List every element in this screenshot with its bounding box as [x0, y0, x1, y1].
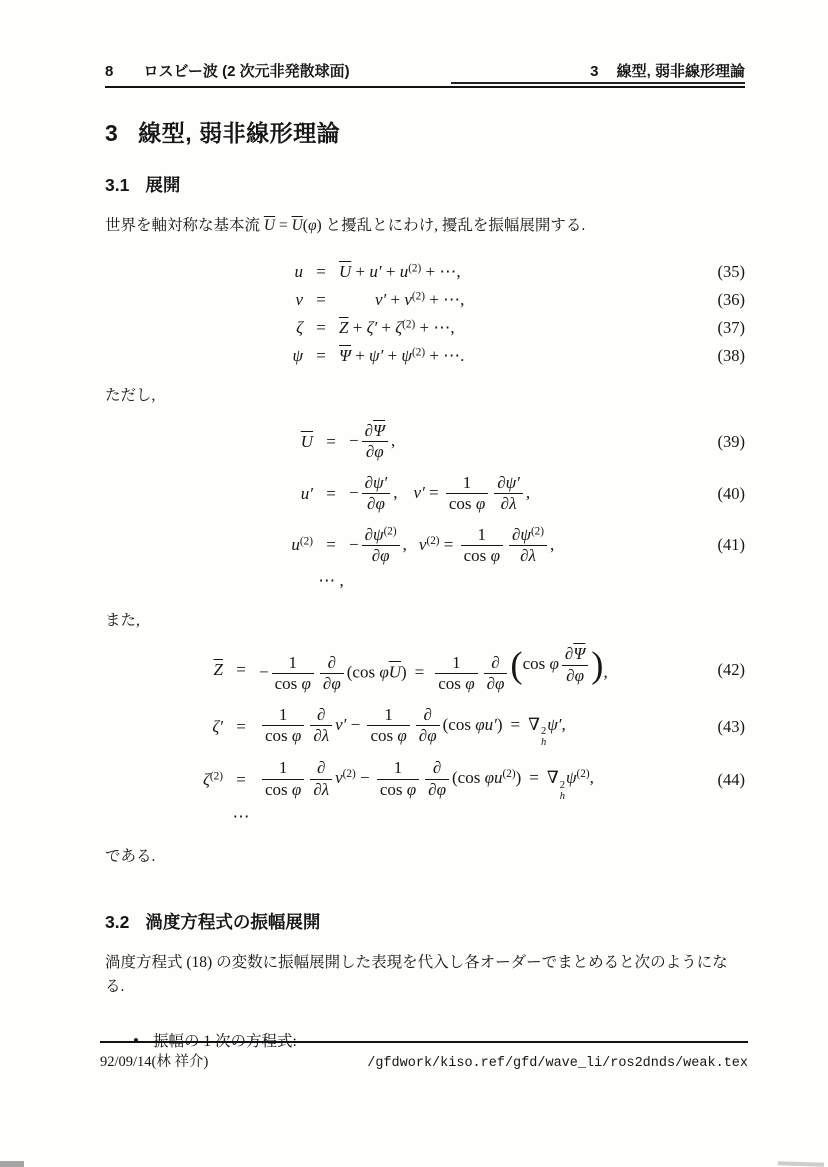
page-header	[105, 60, 745, 81]
subsection-title: 展開	[145, 175, 181, 195]
equation-lhs: $\overline{U}$	[300, 431, 313, 451]
equation-row	[105, 314, 745, 342]
equation-lhs: ζ′	[212, 716, 223, 736]
running-header-left	[105, 60, 350, 81]
connector-mata: また,	[105, 612, 140, 630]
equation-lhs: u	[294, 262, 303, 282]
equation-group-vorticity-definitions	[105, 639, 745, 831]
equation-lhs	[105, 571, 313, 595]
equation-number: (35)	[717, 262, 745, 282]
equals-sign: =	[236, 716, 246, 736]
equation-row	[105, 639, 745, 699]
equation-number: (39)	[717, 431, 745, 451]
equals-sign: =	[236, 770, 246, 790]
bullet-label: 振幅の 1 次の方程式:	[153, 1033, 297, 1051]
equals-sign: =	[316, 318, 326, 338]
equation-number: (38)	[717, 346, 745, 366]
paragraph-text: と擾乱とにわけ, 擾乱を振幅展開する.	[321, 217, 586, 234]
equation-rhs: $\frac{1}{\text{cos φ}}$ $\frac{\partial}{\partial\lambda}$ $v^{(2)}$ − $\frac{1}{\text{cos φ}}$ $\frac{\partial}{\partial\varphi}$ (cos $\varphi u^{(2)}$) = ∇ 2 h $\psi^{(2)}$,	[259, 753, 689, 807]
equals-sign: ⋯ ,	[318, 571, 344, 591]
subsection-number: 3.1	[105, 175, 130, 195]
equation-number: (36)	[717, 290, 745, 310]
paragraph-text: 世界を軸対称な基本流	[105, 217, 264, 234]
equation-number: (43)	[717, 716, 745, 736]
equals-sign: =	[326, 535, 336, 555]
equation-lhs: v	[295, 290, 303, 310]
equation-number: (37)	[717, 318, 745, 338]
equation-rhs: $\overline{Z} + \zeta' + \zeta^{(2)}$ + ⋯,	[339, 318, 455, 338]
running-header-right	[590, 60, 745, 81]
subsection-title: 渦度方程式の振幅展開	[145, 912, 321, 933]
equation-lhs	[105, 807, 223, 831]
bullet-icon: •	[133, 1031, 139, 1051]
equals-sign: =	[326, 483, 336, 503]
equation-number	[689, 571, 745, 595]
connector-dearu: である.	[105, 848, 156, 866]
equation-group-streamfunction-definitions	[105, 416, 745, 595]
equation-rhs: − $\frac{\partial\overline{\Psi}}{\partial\varphi}$ ,	[349, 421, 396, 462]
equation-rhs: − $\frac{\partial\psi^{(2)}}{\partial\varphi}$ , $v^{(2)}$ = $\frac{1}{\text{cos φ}}$ $\frac{\partial\psi^{(2)}}{\partial\lambda}$ ,	[349, 524, 555, 565]
equation-lhs: ζ	[296, 318, 303, 338]
equation-rhs: − $\frac{\partial\psi'}{\partial\varphi}$ , v′ = $\frac{1}{\text{cos φ}}$ $\frac{\partial\psi'}{\partial\lambda}$ ,	[349, 472, 531, 514]
equation-rhs	[349, 571, 689, 595]
equation-lhs: u′	[300, 483, 313, 503]
header-rule	[105, 86, 745, 88]
running-title-left: ロスビー波 (2 次元非発散球面)	[143, 63, 350, 80]
equation-row	[105, 286, 745, 314]
equation-row	[105, 416, 745, 468]
equation-row	[105, 342, 745, 370]
equals-sign: =	[316, 262, 326, 282]
scan-artifact-bottom-left	[0, 1161, 24, 1167]
equation-rhs: − $\frac{1}{\text{cos φ}}$ $\frac{\partial}{\partial\varphi}$ (cos $\varphi\overline{U}$) = $\frac{1}{\text{cos φ}}$ $\frac{\partial}{\partial\varphi}$ ( cos φ $\frac{\partial\overline{\Psi}}{\partial\varphi}$ ) ,	[259, 643, 608, 694]
paragraph-3-2: 渦度方程式 (18) の変数に振幅展開した表現を代入し各オーダーでまとめると次のようになる.	[105, 954, 728, 996]
footer-date-author: 92/09/14(林 祥介)	[100, 1054, 209, 1070]
equation-number	[689, 807, 745, 831]
footer-file-path: /gfdwork/kiso.ref/gfd/wave_li/ros2dnds/weak.tex	[367, 1056, 748, 1071]
subsection-heading-3-2	[105, 909, 745, 934]
equals-sign: =	[316, 346, 326, 366]
section-number: 3	[105, 120, 119, 146]
equation-lhs: $\overline{Z}$	[213, 659, 223, 679]
equation-row	[105, 520, 745, 572]
equation-rhs	[259, 807, 689, 831]
equation-lhs: $\zeta^{(2)}$	[203, 770, 223, 790]
subsection-heading-3-1	[105, 172, 745, 197]
running-section-number: 3	[590, 63, 599, 80]
equation-continuation-row	[105, 807, 745, 831]
equals-sign: =	[316, 290, 326, 310]
equation-rhs: $v' + v^{(2)}$ + ⋯,	[375, 290, 465, 310]
header-rule-double	[451, 82, 745, 84]
connector-tadashi: ただし,	[105, 387, 156, 405]
equation-number: (42)	[717, 659, 745, 679]
equals-sign: ⋯	[232, 807, 250, 827]
equation-continuation-row	[105, 571, 745, 595]
paragraph-3-1	[105, 214, 745, 238]
scan-artifact-bottom-right	[778, 1161, 824, 1167]
page-number: 8	[105, 63, 114, 80]
section-title: 線型, 弱非線形理論	[138, 120, 341, 146]
equation-group-expansion	[105, 258, 745, 370]
subsection-number: 3.2	[105, 912, 130, 933]
equation-lhs: ψ	[292, 346, 303, 366]
inline-math-basic-flow: $\overline{U} = \overline{U}(\varphi)$	[263, 217, 322, 234]
equals-sign: =	[236, 659, 246, 679]
equation-lhs: $u^{(2)}$	[291, 535, 313, 555]
equation-row	[105, 753, 745, 807]
equation-row	[105, 468, 745, 520]
page-footer	[100, 1041, 748, 1071]
equation-rhs: $\frac{1}{\text{cos φ}}$ $\frac{\partial}{\partial\lambda}$ v′ − $\frac{1}{\text{cos φ}}$ $\frac{\partial}{\partial\varphi}$ (cos φu′) = ∇ 2 h ψ′,	[259, 700, 689, 754]
equation-number: (40)	[717, 483, 745, 503]
section-heading	[105, 115, 745, 148]
equation-number: (44)	[717, 770, 745, 790]
equation-rhs: $\overline{U} + u' + u^{(2)}$ + ⋯,	[339, 262, 461, 282]
equation-row	[105, 700, 745, 754]
equation-row	[105, 258, 745, 286]
equation-rhs: $\overline{\Psi} + \psi' + \psi^{(2)}$ + ⋯.	[339, 346, 465, 366]
equation-number: (41)	[717, 535, 745, 555]
running-title-right: 線型, 弱非線形理論	[616, 63, 745, 80]
equals-sign: =	[326, 431, 336, 451]
